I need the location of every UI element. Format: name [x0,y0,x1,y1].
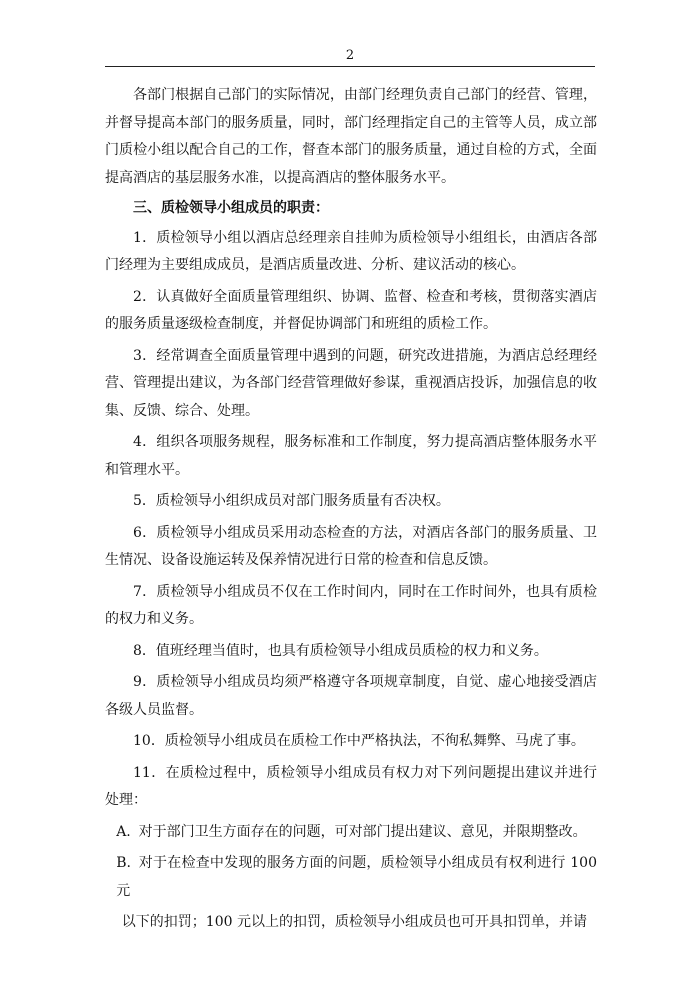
sub-item-a [105,819,597,847]
list-item-8: 8．值班经理当值时，也具有质检领导小组成员质检的权力和义务。 [133,642,548,659]
sub-item-label: A. [116,823,131,840]
sub-item-label: B. [116,855,131,871]
list-item-10: 10．质检领导小组成员在质检工作中严格执法，不徇私舞弊、马虎了事。 [133,733,585,749]
section-heading: 三、质检领导小组成员的职责： [133,200,329,216]
list-item-11: 11．在质检过程中，质检领导小组成员有权力对下列问题提出建议并进行处理： [105,764,597,808]
sub-item-text: 对于在检查中发现的服务方面的问题，质检领导小组成员有权利进行 100 元 [116,855,597,899]
page-number: 2 [345,48,355,63]
sub-item-b [105,850,597,905]
header-rule [105,66,595,67]
intro-paragraph: 各部门根据自己部门的实际情况，由部门经理负责自己部门的经营、管理，并督导提高本部门的服务质量，同时，部门经理指定自己的主管等人员，成立部门质检小组以配合自己的工作，督查本部门的服务质量，通过自检的方式，全面提高酒店的基层服务水准，以提高酒店的整体服务水平。 [105,87,597,186]
list-item-5: 5．质检领导小组织成员对部门服务质量有否决权。 [133,493,450,509]
sub-item-text: 对于部门卫生方面存在的问题，可对部门提出建议、意见，并限期整改。 [138,823,587,840]
list-item-2: 2．认真做好全面质量管理组织、协调、监督、检查和考核，贯彻落实酒店的服务质量逐级检查制度，并督促协调部门和班组的质检工作。 [105,288,597,332]
list-item-7: 7．质检领导小组成员不仅在工作时间内，同时在工作时间外，也具有质检的权力和义务。 [105,583,597,627]
list-item-4: 4．组织各项服务规程，服务标准和工作制度，努力提高酒店整体服务水平和管理水平。 [105,434,597,478]
continuation-text: 以下的扣罚；100 元以上的扣罚，质检领导小组成员也可开具扣罚单，并请 [121,914,587,930]
list-item-3: 3．经常调查全面质量管理中遇到的问题，研究改进措施，为酒店总经理经营、管理提出建议，为各部门经营管理做好参谋，重视酒店投诉，加强信息的收集、反馈、综合、处理。 [105,347,597,419]
list-item-1: 1．质检领导小组以酒店总经理亲自挂帅为质检领导小组组长，由酒店各部门经理为主要组成成员，是酒店质量改进、分析、建议活动的核心。 [105,229,597,273]
document-body [105,82,597,937]
list-item-9: 9．质检领导小组成员均须严格遵守各项规章制度，自觉、虚心地接受酒店各级人员监督。 [105,674,597,718]
list-item-6: 6．质检领导小组成员采用动态检查的方法，对酒店各部门的服务质量、卫生情况、设备设施运转及保养情况进行日常的检查和信息反馈。 [105,524,597,568]
